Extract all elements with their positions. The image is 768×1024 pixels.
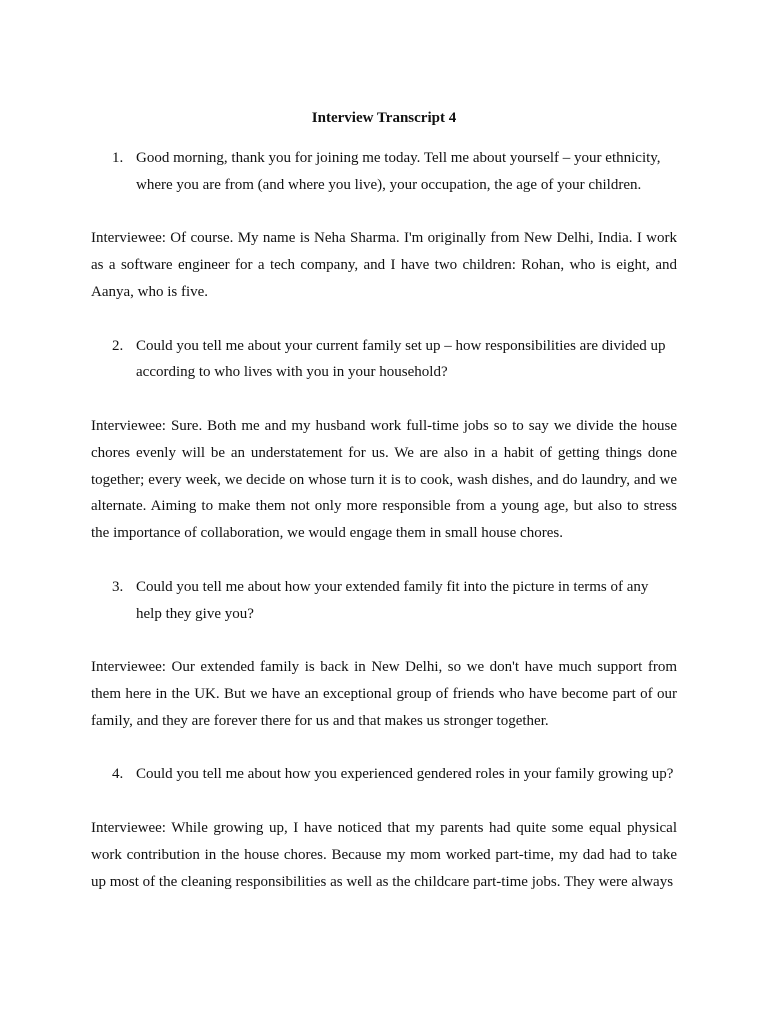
answer-2: Interviewee: Sure. Both me and my husband work full-time jobs so to say we divide the house chores evenly will be an understatement for us. We are also in a habit of getting things done together; every week, we decide on whose turn it is to cook, wash dishes, and do laundry, and we alternate. Aiming to make them not only more responsible from a young age, but also to stress the importance of collaboration, we would engage them in small house chores. [91,417,677,542]
question-text: Could you tell me about how you experienced gendered roles in your family growing up? [136,766,674,783]
question-number: 4. [112,766,124,783]
question-1 [91,145,677,199]
question-text: Could you tell me about how your extended family fit into the picture in terms of any help they give you? [136,578,649,622]
question-number: 2. [112,337,124,354]
answer-4: Interviewee: While growing up, I have noticed that my parents had quite some equal physical work contribution in the house chores. Because my mom worked part-time, my dad had to take up most of the cleaning responsibilities as well as the childcare part-time jobs. They were always [91,819,677,890]
question-number: 1. [112,150,124,166]
question-3 [91,574,677,628]
question-number: 3. [112,578,124,595]
document-body [91,108,677,922]
answer-1: Interviewee: Of course. My name is Neha Sharma. I'm originally from New Delhi, India. I work as a software engineer for a tech company, and I have two children: Rohan, who is eight, and Aanya, who is five. [91,230,677,300]
question-2 [91,333,677,387]
question-4 [91,761,677,788]
question-text: Could you tell me about your current family set up – how responsibilities are divided up according to who lives with you in your household? [136,337,666,381]
question-text: Good morning, thank you for joining me today. Tell me about yourself – your ethnicity, where you are from (and where you live), your occupation, the age of your children. [136,150,661,193]
answer-3: Interviewee: Our extended family is back in New Delhi, so we don't have much support from them here in the UK. But we have an exceptional group of friends who have become part of our family, and they are forever there for us and that makes us stronger together. [91,659,677,729]
document-title: Interview Transcript 4 [311,110,457,126]
